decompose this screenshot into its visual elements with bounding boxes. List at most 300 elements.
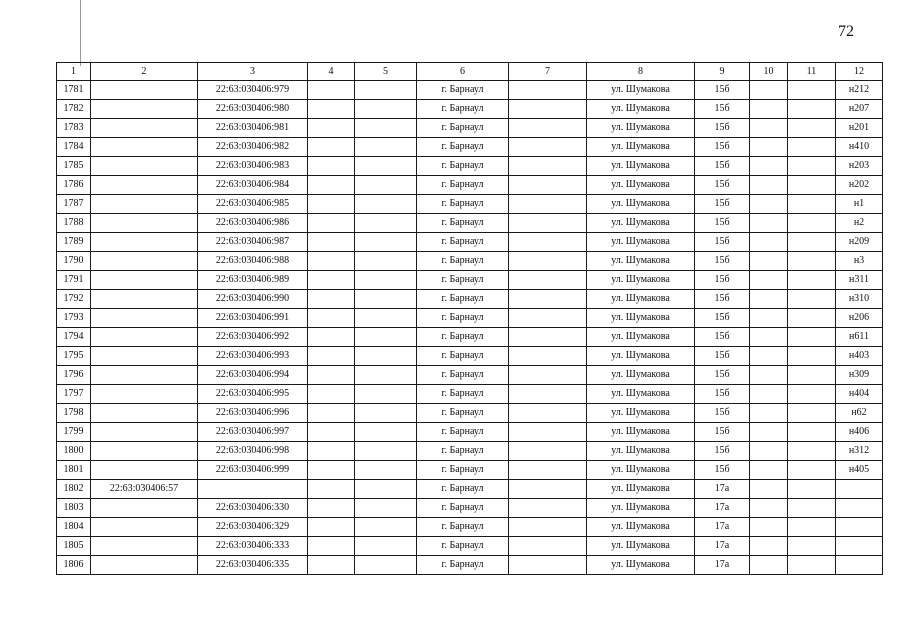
table-cell-col-5 <box>355 290 417 309</box>
table-cell-col-11 <box>788 499 836 518</box>
table-cell-col-6: г. Барнаул <box>417 404 509 423</box>
table-cell-col-10 <box>750 347 788 366</box>
table-cell-col-11 <box>788 442 836 461</box>
table-cell-col-12: н206 <box>836 309 883 328</box>
table-cell-col-7 <box>509 195 587 214</box>
table-cell-col-9: 15б <box>695 309 750 328</box>
table-cell-col-2 <box>91 195 198 214</box>
table-cell-col-8: ул. Шумакова <box>587 366 695 385</box>
table-cell-col-9: 15б <box>695 138 750 157</box>
table-cell-col-5 <box>355 119 417 138</box>
table-cell-col-1: 1806 <box>57 556 91 575</box>
table-cell-col-11 <box>788 214 836 233</box>
table-cell-col-1: 1801 <box>57 461 91 480</box>
table-cell-col-10 <box>750 119 788 138</box>
table-row <box>57 119 883 138</box>
table-cell-col-9: 15б <box>695 271 750 290</box>
table-cell-col-12: н212 <box>836 81 883 100</box>
table-cell-col-1: 1781 <box>57 81 91 100</box>
table-cell-col-11 <box>788 556 836 575</box>
table-cell-col-3: 22:63:030406:987 <box>198 233 308 252</box>
table-cell-col-1: 1790 <box>57 252 91 271</box>
table-cell-col-1: 1785 <box>57 157 91 176</box>
table-cell-col-10 <box>750 157 788 176</box>
table-cell-col-7 <box>509 233 587 252</box>
table-cell-col-5 <box>355 271 417 290</box>
table-cell-col-7 <box>509 347 587 366</box>
table-cell-col-5 <box>355 556 417 575</box>
table-row <box>57 499 883 518</box>
table-cell-col-2 <box>91 499 198 518</box>
table-cell-col-9: 17а <box>695 518 750 537</box>
table-body <box>57 81 883 575</box>
table-cell-col-12: н1 <box>836 195 883 214</box>
table-cell-col-4 <box>308 461 355 480</box>
column-header-3: 3 <box>198 63 308 81</box>
table-cell-col-11 <box>788 385 836 404</box>
table-cell-col-10 <box>750 252 788 271</box>
table-cell-col-12: н3 <box>836 252 883 271</box>
table-row <box>57 480 883 499</box>
table-row <box>57 366 883 385</box>
table-cell-col-11 <box>788 347 836 366</box>
table-cell-col-5 <box>355 404 417 423</box>
table-cell-col-7 <box>509 499 587 518</box>
table-cell-col-7 <box>509 176 587 195</box>
table-cell-col-3: 22:63:030406:330 <box>198 499 308 518</box>
table-cell-col-9: 15б <box>695 404 750 423</box>
table-cell-col-3: 22:63:030406:986 <box>198 214 308 233</box>
table-cell-col-3: 22:63:030406:989 <box>198 271 308 290</box>
table-cell-col-12: н312 <box>836 442 883 461</box>
table-cell-col-2 <box>91 404 198 423</box>
table-cell-col-5 <box>355 252 417 271</box>
table-cell-col-12: н202 <box>836 176 883 195</box>
table-cell-col-11 <box>788 461 836 480</box>
table-row <box>57 404 883 423</box>
table-cell-col-7 <box>509 404 587 423</box>
table-cell-col-4 <box>308 195 355 214</box>
table-cell-col-4 <box>308 328 355 347</box>
column-header-1: 1 <box>57 63 91 81</box>
table-cell-col-3 <box>198 480 308 499</box>
table-cell-col-2 <box>91 100 198 119</box>
table-cell-col-12: н209 <box>836 233 883 252</box>
table-cell-col-11 <box>788 328 836 347</box>
table-cell-col-2 <box>91 366 198 385</box>
table-cell-col-2 <box>91 157 198 176</box>
table-cell-col-3: 22:63:030406:983 <box>198 157 308 176</box>
table-cell-col-6: г. Барнаул <box>417 138 509 157</box>
table-cell-col-6: г. Барнаул <box>417 442 509 461</box>
table-cell-col-8: ул. Шумакова <box>587 252 695 271</box>
table-cell-col-3: 22:63:030406:995 <box>198 385 308 404</box>
table-cell-col-8: ул. Шумакова <box>587 176 695 195</box>
table-cell-col-5 <box>355 233 417 252</box>
table-row <box>57 233 883 252</box>
table-cell-col-10 <box>750 423 788 442</box>
table-row <box>57 290 883 309</box>
table-cell-col-9: 17а <box>695 499 750 518</box>
table-cell-col-10 <box>750 233 788 252</box>
table-cell-col-2 <box>91 347 198 366</box>
table-cell-col-8: ул. Шумакова <box>587 100 695 119</box>
table-row <box>57 461 883 480</box>
table-cell-col-1: 1787 <box>57 195 91 214</box>
table-cell-col-7 <box>509 556 587 575</box>
table-cell-col-9: 15б <box>695 442 750 461</box>
table-cell-col-6: г. Барнаул <box>417 480 509 499</box>
table-cell-col-5 <box>355 518 417 537</box>
table-cell-col-6: г. Барнаул <box>417 556 509 575</box>
table-cell-col-12: н2 <box>836 214 883 233</box>
table-cell-col-11 <box>788 423 836 442</box>
table-cell-col-6: г. Барнаул <box>417 518 509 537</box>
table-cell-col-1: 1784 <box>57 138 91 157</box>
table-cell-col-12 <box>836 480 883 499</box>
table-cell-col-6: г. Барнаул <box>417 100 509 119</box>
table-cell-col-4 <box>308 442 355 461</box>
table-cell-col-3: 22:63:030406:329 <box>198 518 308 537</box>
table-row <box>57 385 883 404</box>
table-cell-col-4 <box>308 233 355 252</box>
table-cell-col-9: 17а <box>695 556 750 575</box>
table-cell-col-8: ул. Шумакова <box>587 423 695 442</box>
table-cell-col-7 <box>509 385 587 404</box>
table-cell-col-10 <box>750 214 788 233</box>
column-header-9: 9 <box>695 63 750 81</box>
table-cell-col-5 <box>355 176 417 195</box>
table-cell-col-8: ул. Шумакова <box>587 518 695 537</box>
column-number-row <box>57 63 883 81</box>
table-cell-col-1: 1797 <box>57 385 91 404</box>
table-cell-col-4 <box>308 518 355 537</box>
table-cell-col-8: ул. Шумакова <box>587 157 695 176</box>
table-cell-col-4 <box>308 271 355 290</box>
table-cell-col-3: 22:63:030406:979 <box>198 81 308 100</box>
table-cell-col-4 <box>308 290 355 309</box>
table-cell-col-7 <box>509 461 587 480</box>
table-cell-col-5 <box>355 157 417 176</box>
table-cell-col-3: 22:63:030406:991 <box>198 309 308 328</box>
table-cell-col-4 <box>308 480 355 499</box>
table-cell-col-2 <box>91 309 198 328</box>
table-cell-col-6: г. Барнаул <box>417 195 509 214</box>
table-cell-col-7 <box>509 328 587 347</box>
table-cell-col-5 <box>355 499 417 518</box>
table-cell-col-6: г. Барнаул <box>417 119 509 138</box>
table-cell-col-5 <box>355 442 417 461</box>
column-header-12: 12 <box>836 63 883 81</box>
table-cell-col-12: н309 <box>836 366 883 385</box>
table-cell-col-5 <box>355 81 417 100</box>
table-cell-col-2 <box>91 461 198 480</box>
column-header-11: 11 <box>788 63 836 81</box>
column-header-7: 7 <box>509 63 587 81</box>
table-cell-col-2: 22:63:030406:57 <box>91 480 198 499</box>
table-cell-col-6: г. Барнаул <box>417 290 509 309</box>
table-cell-col-1: 1796 <box>57 366 91 385</box>
column-header-8: 8 <box>587 63 695 81</box>
table-cell-col-12: н207 <box>836 100 883 119</box>
table-cell-col-6: г. Барнаул <box>417 252 509 271</box>
table-row <box>57 214 883 233</box>
table-cell-col-6: г. Барнаул <box>417 366 509 385</box>
table-cell-col-8: ул. Шумакова <box>587 347 695 366</box>
table-cell-col-12: н405 <box>836 461 883 480</box>
table-cell-col-10 <box>750 271 788 290</box>
column-header-10: 10 <box>750 63 788 81</box>
table-cell-col-3: 22:63:030406:980 <box>198 100 308 119</box>
table-cell-col-11 <box>788 157 836 176</box>
table-row <box>57 309 883 328</box>
table-cell-col-7 <box>509 480 587 499</box>
table-cell-col-1: 1794 <box>57 328 91 347</box>
table-cell-col-3: 22:63:030406:997 <box>198 423 308 442</box>
table-cell-col-4 <box>308 537 355 556</box>
table-cell-col-11 <box>788 81 836 100</box>
table-cell-col-12: н62 <box>836 404 883 423</box>
table-cell-col-7 <box>509 271 587 290</box>
table-cell-col-9: 15б <box>695 423 750 442</box>
table-row <box>57 328 883 347</box>
table-cell-col-6: г. Барнаул <box>417 81 509 100</box>
table-cell-col-8: ул. Шумакова <box>587 119 695 138</box>
table-cell-col-10 <box>750 518 788 537</box>
table-cell-col-8: ул. Шумакова <box>587 499 695 518</box>
table-cell-col-12 <box>836 518 883 537</box>
table-cell-col-2 <box>91 252 198 271</box>
table-cell-col-6: г. Барнаул <box>417 157 509 176</box>
table-cell-col-8: ул. Шумакова <box>587 271 695 290</box>
table-row <box>57 537 883 556</box>
table-cell-col-10 <box>750 81 788 100</box>
table-cell-col-3: 22:63:030406:982 <box>198 138 308 157</box>
table-cell-col-6: г. Барнаул <box>417 385 509 404</box>
table-cell-col-3: 22:63:030406:984 <box>198 176 308 195</box>
table-cell-col-5 <box>355 537 417 556</box>
table-cell-col-3: 22:63:030406:996 <box>198 404 308 423</box>
table-cell-col-6: г. Барнаул <box>417 423 509 442</box>
table-cell-col-1: 1789 <box>57 233 91 252</box>
table-cell-col-8: ул. Шумакова <box>587 195 695 214</box>
table-cell-col-11 <box>788 290 836 309</box>
table-cell-col-10 <box>750 195 788 214</box>
table-row <box>57 138 883 157</box>
table-cell-col-1: 1795 <box>57 347 91 366</box>
table-row <box>57 556 883 575</box>
table-cell-col-4 <box>308 100 355 119</box>
table-cell-col-7 <box>509 252 587 271</box>
table-cell-col-10 <box>750 366 788 385</box>
table-cell-col-8: ул. Шумакова <box>587 81 695 100</box>
table-cell-col-5 <box>355 100 417 119</box>
table-cell-col-7 <box>509 157 587 176</box>
table-cell-col-11 <box>788 252 836 271</box>
table-cell-col-2 <box>91 328 198 347</box>
table-cell-col-8: ул. Шумакова <box>587 461 695 480</box>
table-cell-col-4 <box>308 157 355 176</box>
table-row <box>57 176 883 195</box>
table-cell-col-4 <box>308 423 355 442</box>
table-cell-col-8: ул. Шумакова <box>587 328 695 347</box>
table-cell-col-9: 15б <box>695 119 750 138</box>
table-cell-col-12 <box>836 499 883 518</box>
table-cell-col-3: 22:63:030406:335 <box>198 556 308 575</box>
table-cell-col-6: г. Барнаул <box>417 214 509 233</box>
table-cell-col-8: ул. Шумакова <box>587 214 695 233</box>
table-cell-col-7 <box>509 309 587 328</box>
table-cell-col-9: 15б <box>695 328 750 347</box>
column-header-6: 6 <box>417 63 509 81</box>
table-cell-col-4 <box>308 385 355 404</box>
table-cell-col-9: 17а <box>695 480 750 499</box>
table-cell-col-4 <box>308 252 355 271</box>
table-cell-col-2 <box>91 290 198 309</box>
table-cell-col-7 <box>509 100 587 119</box>
table-cell-col-2 <box>91 233 198 252</box>
table-cell-col-3: 22:63:030406:985 <box>198 195 308 214</box>
table-cell-col-7 <box>509 214 587 233</box>
table-cell-col-6: г. Барнаул <box>417 271 509 290</box>
table-cell-col-5 <box>355 309 417 328</box>
table-cell-col-11 <box>788 100 836 119</box>
table-cell-col-6: г. Барнаул <box>417 309 509 328</box>
table-cell-col-9: 15б <box>695 195 750 214</box>
table-cell-col-8: ул. Шумакова <box>587 537 695 556</box>
table-cell-col-11 <box>788 119 836 138</box>
table-cell-col-7 <box>509 366 587 385</box>
table-row <box>57 442 883 461</box>
table-cell-col-3: 22:63:030406:981 <box>198 119 308 138</box>
table-cell-col-5 <box>355 138 417 157</box>
table-cell-col-7 <box>509 81 587 100</box>
table-cell-col-11 <box>788 366 836 385</box>
table-cell-col-4 <box>308 81 355 100</box>
table-cell-col-4 <box>308 556 355 575</box>
table-cell-col-9: 15б <box>695 385 750 404</box>
table-cell-col-4 <box>308 138 355 157</box>
table-cell-col-7 <box>509 442 587 461</box>
table-row <box>57 81 883 100</box>
table-cell-col-1: 1799 <box>57 423 91 442</box>
table-cell-col-8: ул. Шумакова <box>587 442 695 461</box>
table-cell-col-1: 1786 <box>57 176 91 195</box>
column-header-4: 4 <box>308 63 355 81</box>
table-cell-col-5 <box>355 385 417 404</box>
table-cell-col-12: н201 <box>836 119 883 138</box>
table-cell-col-8: ул. Шумакова <box>587 290 695 309</box>
table-cell-col-4 <box>308 119 355 138</box>
table-cell-col-10 <box>750 480 788 499</box>
table-cell-col-6: г. Барнаул <box>417 537 509 556</box>
table-cell-col-8: ул. Шумакова <box>587 556 695 575</box>
table-row <box>57 347 883 366</box>
table-cell-col-11 <box>788 309 836 328</box>
table-cell-col-7 <box>509 423 587 442</box>
table-cell-col-5 <box>355 347 417 366</box>
table-row <box>57 518 883 537</box>
table-cell-col-9: 15б <box>695 81 750 100</box>
table-cell-col-12: н403 <box>836 347 883 366</box>
table-cell-col-2 <box>91 442 198 461</box>
table-cell-col-8: ул. Шумакова <box>587 309 695 328</box>
table-cell-col-8: ул. Шумакова <box>587 233 695 252</box>
table-cell-col-11 <box>788 537 836 556</box>
table-cell-col-4 <box>308 309 355 328</box>
table-cell-col-6: г. Барнаул <box>417 347 509 366</box>
table-cell-col-4 <box>308 347 355 366</box>
table-cell-col-10 <box>750 328 788 347</box>
table-cell-col-10 <box>750 176 788 195</box>
table-cell-col-1: 1791 <box>57 271 91 290</box>
table-cell-col-12: н404 <box>836 385 883 404</box>
table-cell-col-1: 1782 <box>57 100 91 119</box>
table-cell-col-5 <box>355 214 417 233</box>
table-cell-col-10 <box>750 100 788 119</box>
table-cell-col-2 <box>91 537 198 556</box>
table-cell-col-11 <box>788 518 836 537</box>
table-cell-col-12: н310 <box>836 290 883 309</box>
table-cell-col-2 <box>91 556 198 575</box>
table-cell-col-12: н410 <box>836 138 883 157</box>
table-cell-col-12: н406 <box>836 423 883 442</box>
table-row <box>57 195 883 214</box>
table-cell-col-5 <box>355 423 417 442</box>
table-cell-col-7 <box>509 518 587 537</box>
table-cell-col-3: 22:63:030406:993 <box>198 347 308 366</box>
table-cell-col-9: 15б <box>695 290 750 309</box>
page-number: 72 <box>838 23 854 40</box>
table-cell-col-3: 22:63:030406:990 <box>198 290 308 309</box>
table-cell-col-1: 1800 <box>57 442 91 461</box>
table-cell-col-7 <box>509 119 587 138</box>
table-cell-col-7 <box>509 537 587 556</box>
table-cell-col-1: 1793 <box>57 309 91 328</box>
table-cell-col-6: г. Барнаул <box>417 461 509 480</box>
table-cell-col-5 <box>355 195 417 214</box>
table-cell-col-4 <box>308 366 355 385</box>
table-cell-col-4 <box>308 176 355 195</box>
table-cell-col-11 <box>788 480 836 499</box>
table-cell-col-10 <box>750 385 788 404</box>
table-cell-col-9: 15б <box>695 366 750 385</box>
table-cell-col-3: 22:63:030406:988 <box>198 252 308 271</box>
table-cell-col-6: г. Барнаул <box>417 176 509 195</box>
table-cell-col-5 <box>355 461 417 480</box>
table-cell-col-3: 22:63:030406:333 <box>198 537 308 556</box>
table-cell-col-5 <box>355 328 417 347</box>
table-row <box>57 157 883 176</box>
table-cell-col-9: 15б <box>695 252 750 271</box>
table-cell-col-8: ул. Шумакова <box>587 385 695 404</box>
table-cell-col-9: 15б <box>695 157 750 176</box>
table-cell-col-1: 1788 <box>57 214 91 233</box>
table-cell-col-9: 17а <box>695 537 750 556</box>
table-cell-col-11 <box>788 138 836 157</box>
table-cell-col-10 <box>750 556 788 575</box>
table-cell-col-6: г. Барнаул <box>417 233 509 252</box>
table-cell-col-4 <box>308 214 355 233</box>
table-cell-col-3: 22:63:030406:994 <box>198 366 308 385</box>
table-cell-col-10 <box>750 404 788 423</box>
table-cell-col-9: 15б <box>695 347 750 366</box>
table-cell-col-2 <box>91 518 198 537</box>
table-cell-col-5 <box>355 480 417 499</box>
table-cell-col-12: н611 <box>836 328 883 347</box>
table-cell-col-10 <box>750 537 788 556</box>
table-cell-col-3: 22:63:030406:992 <box>198 328 308 347</box>
